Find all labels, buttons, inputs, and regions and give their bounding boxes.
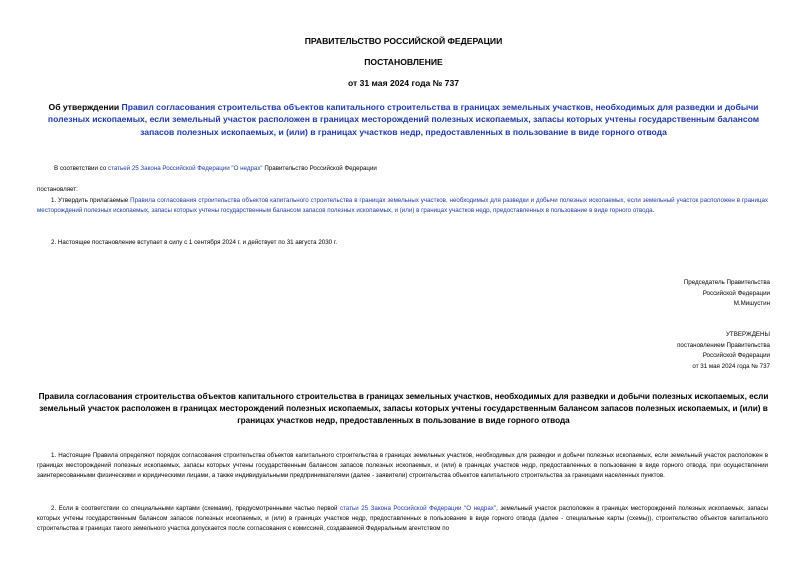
preamble-prefix: В соответствии со: [54, 165, 108, 172]
government-heading: ПРАВИТЕЛЬСТВО РОССИЙСКОЙ ФЕДЕРАЦИИ: [304, 36, 503, 46]
law-article-25-link[interactable]: статьей 25 Закона Российской Федерации "О недрах": [107, 165, 263, 172]
approved-line-1: УТВЕРЖДЕНЫ: [726, 331, 770, 338]
document-type: ПОСТАНОВЛЕНИЕ: [364, 57, 443, 67]
rule-2-law-link[interactable]: статьи 25 Закона Российской Федерации "О недрах": [340, 505, 497, 512]
rules-title: Правила согласования строительства объектов капитального строительства в границах земельных участков, необходимых для разведки и добычи полезных ископаемых, если земельный участок расположен в границах месторождений полезных ископаемых, запасы которых учтены государственным балансом запасов полезных ископаемых, и (или) в границах участков недр, предоставленных в пользование в виде горного отвода: [38, 392, 769, 426]
rule-2-suffix: , земельный участок расположен в границах месторождений полезных ископаемых, запасы которых учтены государственным балансом запасов полезных ископаемых, и (или) в границах участков недр, предоставленных в пользование в виде горного отвода (далее - специальные карты (схемы)), строительство объектов капитального строительства в границах такого земельного участка допускается после согласования с комиссией, создаваемой Федеральным агентством по: [37, 505, 768, 533]
preamble-suffix: Правительство Российской Федерации: [262, 165, 377, 172]
title-rules-link[interactable]: Правил согласования строительства объектов капитального строительства в границах земельных участков, необходимых для разведки и добычи полезных ископаемых, если земельный участок расположен в границах месторождений полезных ископаемых, запасы которых учтены государственным балансом запасов полезных ископаемых, и (или) в границах участков недр, предоставленных в пользование в виде горного отвода: [47, 102, 760, 137]
approved-block: [677, 330, 770, 372]
approved-line-2: постановлением Правительства: [677, 341, 770, 349]
item-2: 2. Настоящее постановление вступает в силу с 1 сентября 2024 г. и действует по 31 августа 2030 г.: [51, 239, 338, 246]
title-prefix: Об утверждении: [48, 102, 122, 112]
rule-2-prefix: 2. Если в соответствии со специальными картами (схемами), предусмотренными частью первой: [51, 505, 341, 512]
signature-block: [684, 278, 770, 310]
preamble: [54, 164, 774, 174]
signature-line-2: Российской Федерации: [702, 289, 770, 297]
approved-line-3: Российской Федерации: [702, 352, 770, 359]
signature-line-1: Председатель Правительства: [683, 279, 770, 286]
rule-1: 1. Настоящие Правила определяют порядок согласования строительства объектов капитального строительства в границах земельных участков, необходимых для разведки и добычи полезных ископаемых, если земельный участок расположен в границах месторождений полезных ископаемых, запасы которых учтены государственным балансом запасов полезных ископаемых, и (или) в границах участков недр, предоставленных в пользование в виде горного отвода, при осуществлении заинтересованными физическими и юридическими лицами, а также индивидуальными предпринимателями (далее - заявители) строительства объектов капитального строительства за границами населенных пунктов.: [37, 452, 768, 480]
signature-line-3: М.Мишустин: [733, 300, 770, 307]
decrees-word: постановляет:: [37, 186, 78, 193]
item-1-rules-link[interactable]: Правила согласования строительства объектов капитального строительства в границах земельных участков, необходимых для разведки и добычи полезных ископаемых, если земельный участок расположен в границах месторождений полезных ископаемых, запасы которых учтены государственным балансом запасов полезных ископаемых, и (или) в границах участков недр, предоставленных в пользование в виде горного отвода: [37, 197, 769, 215]
rule-2: [37, 504, 768, 535]
item-1: [37, 196, 768, 216]
approved-line-4: от 31 мая 2024 года № 737: [692, 362, 770, 370]
item-1-suffix: .: [652, 207, 655, 215]
item-1-prefix: 1. Утвердить прилагаемые: [51, 197, 131, 204]
document-date-number: от 31 мая 2024 года № 737: [347, 78, 460, 88]
document-title: [36, 101, 771, 138]
